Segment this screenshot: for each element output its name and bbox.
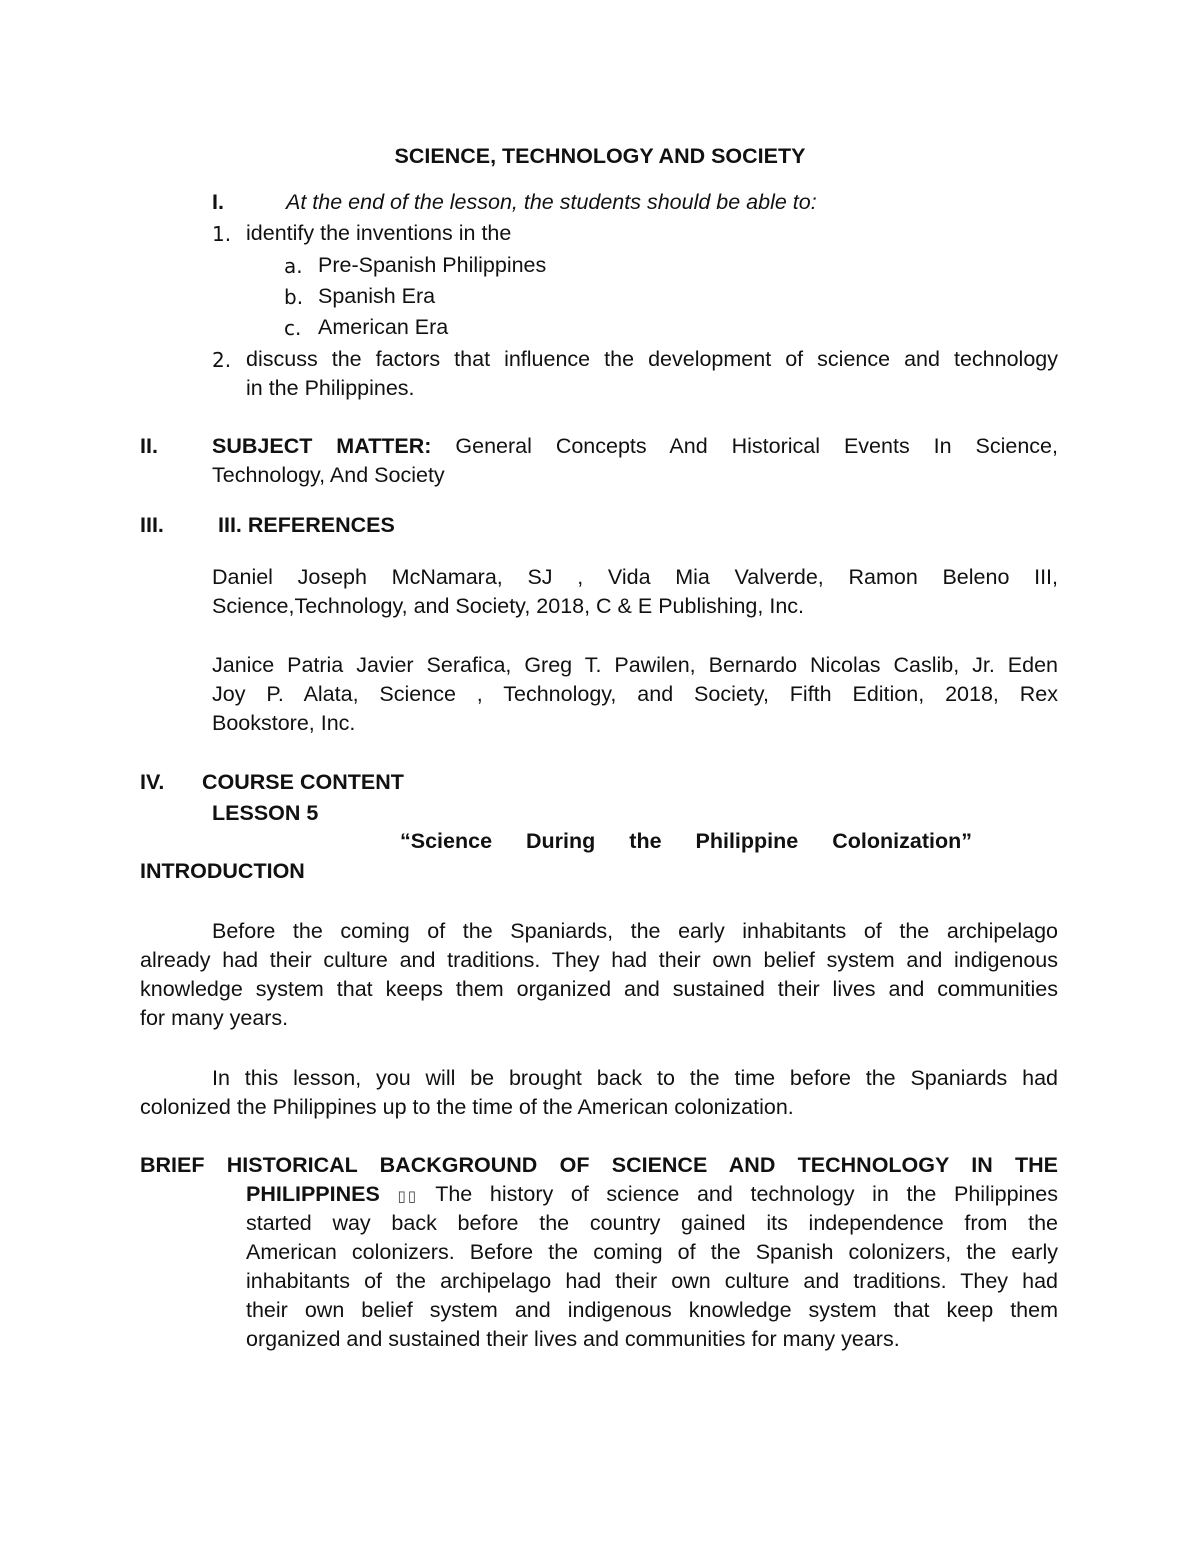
- section-1-numeral: I.: [212, 190, 224, 214]
- background-heading-continued: PHILIPPINES: [246, 1182, 380, 1206]
- background-line: their own belief system and indigenous knowledge system that keep them: [246, 1298, 1058, 1322]
- list-item-marker: 1.: [212, 222, 232, 246]
- paragraph-line: already had their culture and traditions. They had their own belief system and indigenous: [140, 948, 1058, 972]
- bullet-glyph: ▯▯: [397, 1188, 418, 1205]
- list-item-marker: 2.: [212, 348, 232, 372]
- objective-1-text: identify the inventions in the: [246, 221, 512, 245]
- lesson-title-word: the: [629, 829, 662, 853]
- introduction-heading: INTRODUCTION: [140, 859, 305, 883]
- subject-matter-line-2: Technology, And Society: [212, 463, 445, 487]
- objectives-intro: At the end of the lesson, the students should be able to:: [286, 190, 817, 214]
- paragraph-line: In this lesson, you will be brought back to the time before the Spaniards had: [212, 1066, 1058, 1090]
- sublist-item-marker: b.: [284, 285, 304, 309]
- sublist-item-text: American Era: [318, 315, 449, 339]
- section-3-numeral: III.: [140, 513, 164, 537]
- objective-2-line-2: in the Philippines.: [246, 376, 415, 400]
- background-text: The history of science and technology in the Philippines: [435, 1182, 1058, 1206]
- sublist-item-text: Spanish Era: [318, 284, 436, 308]
- references-heading: III. REFERENCES: [218, 513, 395, 537]
- lesson-title-word: “Science: [400, 829, 493, 853]
- section-4-numeral: IV.: [140, 770, 165, 794]
- sublist-item-marker: a.: [284, 254, 303, 278]
- background-line: inhabitants of the archipelago had their own culture and traditions. They had: [246, 1269, 1058, 1293]
- lesson-title: [400, 827, 972, 856]
- sublist-item-marker: c.: [284, 316, 302, 340]
- lesson-title-word: Philippine: [695, 829, 799, 853]
- background-line-1: [246, 1180, 1058, 1211]
- subject-matter-line-1: [212, 432, 1058, 461]
- subject-matter-label: SUBJECT MATTER:: [212, 434, 432, 458]
- section-2-numeral: II.: [140, 434, 158, 458]
- document-title: SCIENCE, TECHNOLOGY AND SOCIETY: [394, 144, 806, 168]
- reference-2-line-1: Janice Patria Javier Serafica, Greg T. Pawilen, Bernardo Nicolas Caslib, Jr. Eden: [212, 653, 1058, 677]
- paragraph-line: Before the coming of the Spaniards, the early inhabitants of the archipelago: [212, 919, 1058, 943]
- reference-2-line-2: Joy P. Alata, Science , Technology, and Society, Fifth Edition, 2018, Rex: [212, 682, 1058, 706]
- background-heading: BRIEF HISTORICAL BACKGROUND OF SCIENCE AND TECHNOLOGY IN THE: [140, 1153, 1058, 1177]
- lesson-title-word: During: [526, 829, 596, 853]
- background-line: American colonizers. Before the coming of the Spanish colonizers, the early: [246, 1240, 1058, 1264]
- reference-1-line-1: Daniel Joseph McNamara, SJ , Vida Mia Valverde, Ramon Beleno III,: [212, 565, 1058, 589]
- paragraph-line: knowledge system that keeps them organized and sustained their lives and communities: [140, 977, 1058, 1001]
- sublist-item-text: Pre-Spanish Philippines: [318, 253, 547, 277]
- course-content-heading: COURSE CONTENT: [202, 770, 404, 794]
- lesson-number: LESSON 5: [212, 801, 319, 825]
- background-line: organized and sustained their lives and communities for many years.: [246, 1327, 900, 1351]
- objective-2-line-1: discuss the factors that influence the development of science and technology: [246, 347, 1058, 371]
- paragraph-line: colonized the Philippines up to the time of the American colonization.: [140, 1095, 794, 1119]
- subject-matter-text: General Concepts And Historical Events In Science,: [455, 434, 1058, 458]
- paragraph-line: for many years.: [140, 1006, 289, 1030]
- reference-2-line-3: Bookstore, Inc.: [212, 711, 356, 735]
- reference-1-line-2: Science,Technology, and Society, 2018, C & E Publishing, Inc.: [212, 594, 804, 618]
- lesson-title-word: Colonization”: [832, 829, 972, 853]
- background-line: started way back before the country gained its independence from the: [246, 1211, 1058, 1235]
